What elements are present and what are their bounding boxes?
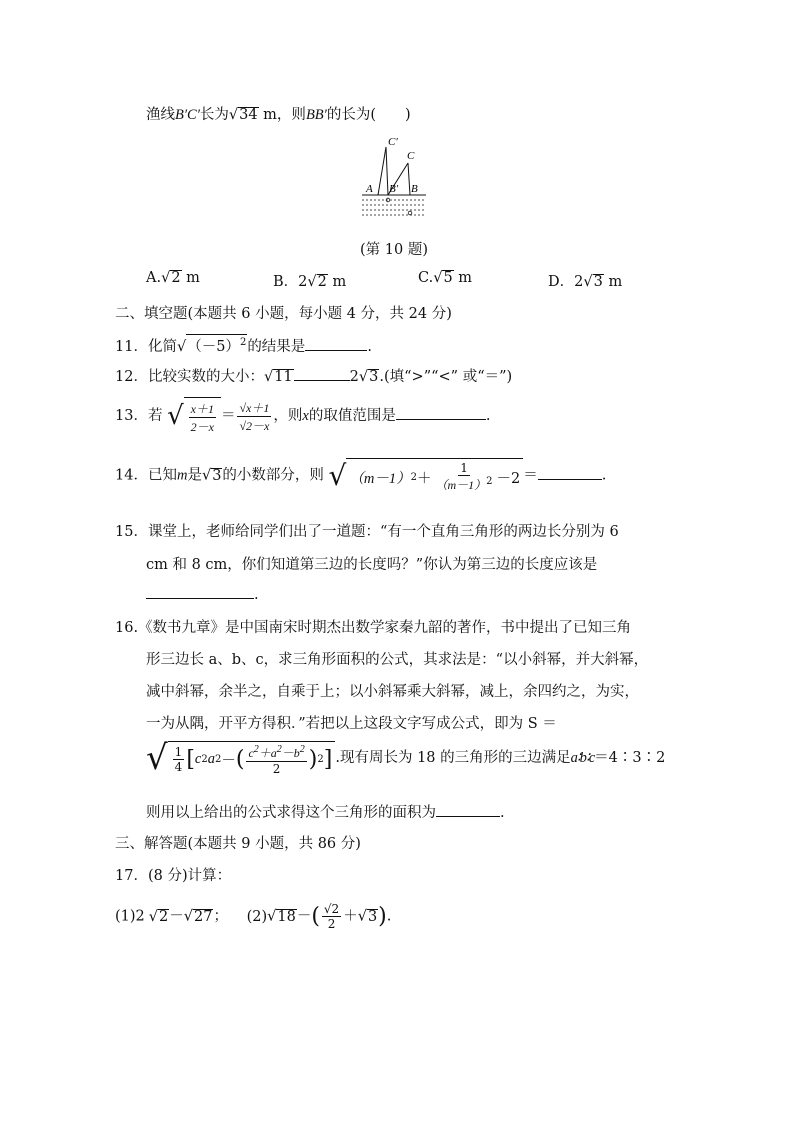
radical-sign: √ (183, 908, 193, 925)
q16-inner-num (246, 744, 306, 762)
option-c (418, 270, 472, 286)
q15-line3 (146, 584, 259, 603)
q10-figure (352, 133, 442, 225)
radical-sign: √ (167, 401, 184, 431)
q14-numerator: 1 (460, 461, 468, 475)
radical-sign: √ (583, 274, 593, 290)
q13-var: x (302, 408, 309, 424)
q13-fraction (189, 400, 216, 435)
q16-exp: 2 (253, 743, 259, 755)
option-radicand: 5 (443, 270, 453, 286)
option-coef: 2 (574, 274, 584, 290)
q17-fraction (322, 902, 341, 931)
q17-plus: ＋ (343, 908, 358, 925)
radical-sign: √ (358, 369, 369, 385)
q13-number: 13． (115, 408, 148, 424)
q13-radical (167, 397, 221, 435)
label-c-prime: C′ (388, 136, 398, 148)
q16-text: 则用以上给出的公式求得这个三角形的面积为 (146, 805, 436, 821)
q16-inner-c: c (248, 745, 254, 760)
q16-number: 16. (115, 620, 139, 636)
q15-answer-blank[interactable] (146, 584, 254, 599)
q16-formula-body (168, 741, 336, 776)
q12-coef: 2 (349, 369, 359, 385)
q17-minus: － (169, 908, 184, 925)
q16-formula-line (146, 738, 665, 778)
q10-var: B′C′ (175, 107, 200, 123)
q14-text: 是 (187, 467, 202, 484)
q13-end: . (485, 408, 491, 424)
q13-text: ，则 (273, 408, 303, 424)
q11-end: . (367, 338, 372, 355)
float-icon (408, 211, 412, 215)
radical-sign: √ (228, 107, 239, 123)
q14-number: 14． (115, 467, 148, 484)
paren-close: ) (378, 904, 387, 929)
radical-sign: √ (148, 908, 159, 925)
q16-ratio-vars: a∶b∶c (570, 750, 595, 766)
q11 (115, 334, 372, 356)
q16-inner-fraction (246, 744, 306, 776)
label-b-prime: B′ (389, 183, 399, 195)
section3-title: 三、解答题(本题共 9 小题，共 86 分) (115, 836, 361, 852)
q15-line2: cm 和 8 cm，你们知道第三边的长度吗？”你认为第三边的长度应该是 (146, 557, 598, 573)
q16-exp: 2 (201, 754, 208, 765)
q17-numerator: √2 (323, 902, 340, 916)
q16-line4: 一为从隅，开平方得积．”若把以上这段文字写成公式，即为 S ＝ (146, 716, 557, 732)
q10-text: 长为 (199, 107, 229, 123)
q13-answer-blank[interactable] (396, 405, 486, 420)
q16-line2: 形三边长 a、b、c，求三角形面积的公式，其求法是：“以小斜幂，并大斜幂， (146, 652, 649, 668)
q11-base: （－5） (187, 338, 240, 355)
paren-close: ) (308, 747, 318, 772)
q16-inner-b: －b (281, 745, 300, 760)
q17-radicand: 18 (277, 908, 296, 925)
q17-radicand: 27 (194, 908, 213, 925)
q17-separator: ； (213, 908, 228, 925)
q13 (115, 397, 490, 435)
q13-radical-body (184, 397, 221, 435)
q16-a: a (207, 751, 215, 767)
q17-denominator: 2 (327, 917, 336, 931)
q16-quarter-num: 1 (174, 745, 183, 759)
q10-stem (146, 103, 411, 124)
q11-text: 化简 (147, 338, 177, 355)
q10-var2: BB′ (305, 107, 327, 123)
q12-radicand: 11 (274, 369, 293, 385)
q13-denominator: √2－x (239, 418, 270, 433)
option-unit: m (453, 270, 473, 286)
q11-answer-blank[interactable] (305, 336, 367, 351)
q13-numerator: √x＋1 (239, 400, 270, 415)
q14-equals: ＝ (523, 467, 538, 484)
radical-sign: √ (357, 908, 367, 925)
q17-parts (115, 902, 391, 931)
q14-radical (329, 458, 524, 493)
q10-text: 渔线 (146, 107, 175, 123)
q14-text: 的小数部分，则 (222, 467, 324, 484)
radical-sign: √ (433, 270, 443, 286)
q12-radicand: 3 (369, 369, 379, 385)
radical-sign: √ (201, 467, 212, 484)
q16-exp: 2 (276, 743, 282, 755)
bracket-close: ] (323, 747, 333, 772)
q14-radical-body (346, 458, 523, 493)
label-a: A (366, 183, 373, 195)
q11-number: 11． (115, 338, 148, 355)
q10-text: 的长为( ) (326, 107, 411, 123)
q16-end: . (500, 805, 505, 821)
option-unit: m (603, 274, 623, 290)
q17-part1-label: (1)2 (115, 908, 145, 925)
q14-var: m (176, 467, 188, 484)
q11-radicand (186, 334, 247, 355)
q14-plus: ＋ (416, 470, 432, 487)
q16-line6 (146, 801, 505, 822)
q14-radicand: 3 (212, 467, 222, 484)
option-unit: m (327, 274, 347, 290)
q13-equals: ＝ (220, 408, 236, 424)
q14-term: （m－1） (349, 470, 411, 487)
paren-open: ( (235, 747, 245, 772)
q12-text: 比较实数的大小： (147, 369, 264, 385)
q17-radicand: 3 (367, 908, 378, 925)
option-letter: A. (146, 270, 162, 286)
q17-number: 17． (115, 868, 148, 884)
q16-exp: 2 (214, 754, 222, 765)
radical-sign: √ (267, 908, 277, 925)
label-b: B (411, 183, 418, 195)
q13-text: 若 (147, 408, 163, 424)
q16-exp: 2 (317, 754, 324, 765)
option-unit: m (181, 270, 200, 286)
option-letter: B． (273, 274, 299, 290)
section2-title: 二、填空题(本题共 6 小题，每小题 4 分，共 24 分) (115, 306, 452, 322)
option-radicand: 2 (317, 274, 327, 290)
q12 (115, 365, 512, 386)
q12-number: 12． (115, 369, 148, 385)
q10-radicand: 34 (239, 107, 258, 123)
option-a (146, 270, 200, 286)
option-d (548, 270, 622, 291)
q16-line3: 减中斜幂，余半之，自乘于上；以小斜幂乘大斜幂，减上，余四约之，为实， (146, 684, 639, 700)
option-letter: C. (418, 270, 434, 286)
q17-end: . (386, 908, 392, 925)
q16-ratio: ＝4∶3∶2 (594, 750, 666, 766)
q13-fraction2 (237, 399, 271, 434)
q14-fraction (433, 461, 494, 493)
q12-answer-blank[interactable] (294, 366, 350, 381)
radical-sign: √ (161, 270, 171, 286)
q16-line1 (115, 616, 631, 637)
q17-head (115, 864, 231, 885)
q12-text: .(填“>”“<” 或“＝”) (379, 369, 513, 385)
q13-numerator: x＋1 (190, 402, 214, 416)
q16-quarter-den: 4 (174, 760, 183, 774)
q14 (115, 458, 606, 493)
radical-sign: √ (307, 274, 317, 290)
line-c-prime-b-prime (386, 147, 388, 195)
q14-denominator-exponent: 2 (486, 476, 493, 487)
q17-minus: － (296, 908, 312, 925)
q16-quarter (173, 745, 185, 774)
q16-exp: 2 (299, 743, 305, 755)
q14-text: 已知 (147, 467, 177, 484)
option-b (273, 270, 346, 291)
option-radicand: 2 (171, 270, 181, 286)
q16-text: .现有周长为 18 的三角形的三边满足 (335, 750, 571, 766)
q10-text: m，则 (258, 107, 306, 123)
q14-denominator-base: （m－1） (435, 478, 487, 492)
q15-text: 课堂上，老师给同学们出了一道题：“有一个直角三角形的两边长分别为 6 (147, 524, 619, 540)
q16-inner-a: ＋a (258, 745, 277, 760)
q11-text: 的结果是 (247, 338, 306, 355)
q15-number: 15． (115, 524, 148, 540)
option-letter: D． (548, 274, 575, 290)
label-c: C (407, 150, 415, 162)
q17-radicand: 2 (159, 908, 169, 925)
line-ac-prime (378, 147, 386, 195)
option-coef: 2 (298, 274, 308, 290)
radical-sign: √ (328, 459, 347, 492)
q14-minus: －2 (496, 470, 521, 487)
q16-answer-blank[interactable] (436, 802, 500, 817)
radical-sign: √ (263, 369, 274, 385)
q15-line1 (115, 520, 619, 541)
q16-c: c (194, 751, 202, 767)
q17-part2-label: (2) (246, 908, 268, 925)
q14-end: . (601, 467, 607, 484)
q13-text: 的取值范围是 (308, 408, 396, 424)
bracket-open: [ (186, 747, 195, 772)
q14-exponent: 2 (410, 471, 417, 483)
radical-sign: √ (146, 738, 168, 778)
line-cb (408, 163, 410, 195)
q17-text: (8 分)计算： (147, 868, 232, 884)
option-radicand: 3 (593, 274, 603, 290)
q16-inner-den: 2 (272, 761, 281, 776)
q10-caption: (第 10 题) (360, 242, 428, 258)
q11-exponent: 2 (239, 337, 247, 348)
radical-sign: √ (176, 338, 187, 355)
q16-minus: － (221, 753, 236, 769)
q15-end: . (254, 587, 259, 603)
q16-formula (146, 738, 335, 778)
q14-answer-blank[interactable] (538, 465, 602, 480)
q13-denominator: 2－x (190, 420, 214, 434)
q16-text: 《数书九章》是中国南宋时期杰出数学家秦九韶的著作，书中提出了已知三角 (138, 620, 632, 636)
q14-denominator (433, 476, 494, 493)
paren-open: ( (311, 904, 320, 929)
